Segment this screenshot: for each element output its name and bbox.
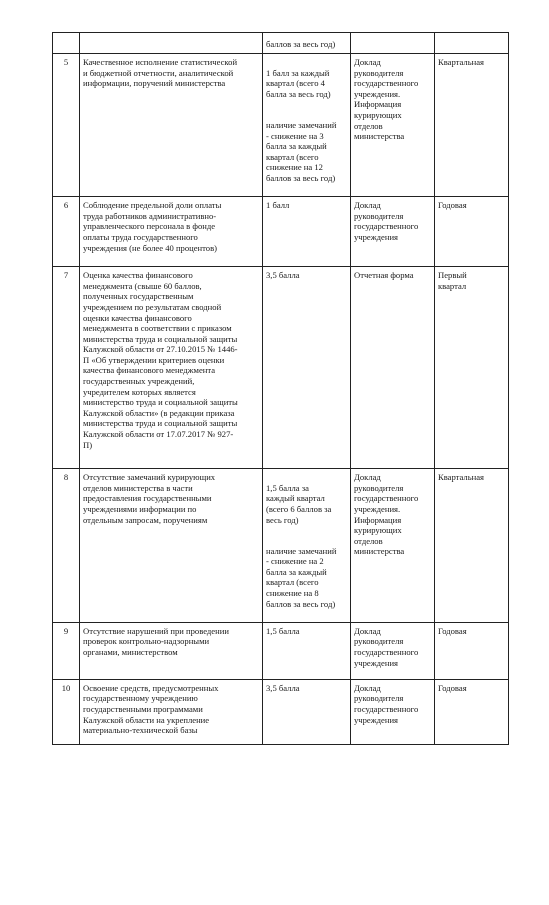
period-text: Первый квартал bbox=[435, 267, 509, 469]
source-text: Доклад руководителя государственного учреждения. Информация курирующих отделов министерства bbox=[351, 54, 435, 197]
points-text: 3,5 балла bbox=[266, 682, 300, 693]
period-text: Годовая bbox=[435, 197, 509, 267]
points-text: 1 балл bbox=[266, 200, 290, 211]
row-number: 9 bbox=[53, 622, 80, 679]
criterion-text: Оценка качества финансового менеджмента (свыше 60 баллов, полученных государственным учреждением по результатам сводной оценки качества финансового менеджмента в соответствии с приказом министерства труда и социальной защиты Калужской области от 27.10.2015 № 1446- П «Об утверждении критериев оценки качества финансового менеджмента государственных учреждений, учредителем которых является министерство труда и социальной защиты Калужской области» (в редакции приказа министерства труда и социальной защиты Калужской области от 17.07.2017 № 927- П) bbox=[80, 267, 263, 469]
period-text bbox=[435, 33, 509, 54]
table-row bbox=[53, 54, 509, 197]
points-cell bbox=[263, 267, 351, 469]
source-text: Доклад руководителя государственного учреждения. Информация курирующих отделов министерства bbox=[351, 469, 435, 623]
points-cell bbox=[263, 54, 351, 197]
source-text: Доклад руководителя государственного учреждения bbox=[351, 679, 435, 744]
source-text: Доклад руководителя государственного учреждения bbox=[351, 622, 435, 679]
row-number: 8 bbox=[53, 469, 80, 623]
row-number: 7 bbox=[53, 267, 80, 469]
source-text bbox=[351, 33, 435, 54]
row-number: 5 bbox=[53, 54, 80, 197]
period-text: Годовая bbox=[435, 679, 509, 744]
points-text: 3,5 балла bbox=[266, 270, 300, 281]
table-row bbox=[53, 33, 509, 54]
table-row bbox=[53, 622, 509, 679]
points-text: 1,5 балла за каждый квартал (всего 6 баллов за весь год) bbox=[266, 482, 332, 525]
table-body bbox=[53, 33, 509, 745]
table-row bbox=[53, 679, 509, 744]
criteria-table bbox=[52, 32, 509, 745]
source-text: Отчетная форма bbox=[351, 267, 435, 469]
criterion-text bbox=[80, 33, 263, 54]
criterion-text: Отсутствие нарушений при проведении проверок контрольно-надзорными органами, министерством bbox=[80, 622, 263, 679]
criterion-text: Освоение средств, предусмотренных государственному учреждению государственными программами Калужской области на укрепление материально-технической базы bbox=[80, 679, 263, 744]
points-cell bbox=[263, 197, 351, 267]
criterion-text: Соблюдение предельной доли оплаты труда работников административно- управленческого персонала в фонде оплаты труда государственного учреждения (не более 40 процентов) bbox=[80, 197, 263, 267]
penalty-text: наличие замечаний - снижение на 2 балла за каждый квартал (всего снижение на 8 баллов за весь год) bbox=[266, 545, 337, 609]
period-text: Квартальная bbox=[435, 54, 509, 197]
row-number: 6 bbox=[53, 197, 80, 267]
table-row bbox=[53, 469, 509, 623]
period-text: Квартальная bbox=[435, 469, 509, 623]
row-number: 10 bbox=[53, 679, 80, 744]
points-cell bbox=[263, 679, 351, 744]
row-number bbox=[53, 33, 80, 54]
table-row bbox=[53, 197, 509, 267]
points-text: 1,5 балла bbox=[266, 625, 300, 636]
table-row bbox=[53, 267, 509, 469]
points-cell bbox=[263, 33, 351, 54]
period-text: Годовая bbox=[435, 622, 509, 679]
penalty-text: наличие замечаний - снижение на 3 балла за каждый квартал (всего снижение на 12 баллов за весь год) bbox=[266, 119, 337, 183]
criterion-text: Отсутствие замечаний курирующих отделов министерства в части предоставления государственными учреждениями информации по отдельным запросам, поручениям bbox=[80, 469, 263, 623]
criterion-text: Качественное исполнение статистической и бюджетной отчетности, аналитической информации, поручений министерства bbox=[80, 54, 263, 197]
source-text: Доклад руководителя государственного учреждения bbox=[351, 197, 435, 267]
points-cell bbox=[263, 469, 351, 623]
points-text: баллов за весь год) bbox=[266, 39, 336, 49]
points-text: 1 балл за каждый квартал (всего 4 балла за весь год) bbox=[266, 67, 331, 99]
points-cell bbox=[263, 622, 351, 679]
